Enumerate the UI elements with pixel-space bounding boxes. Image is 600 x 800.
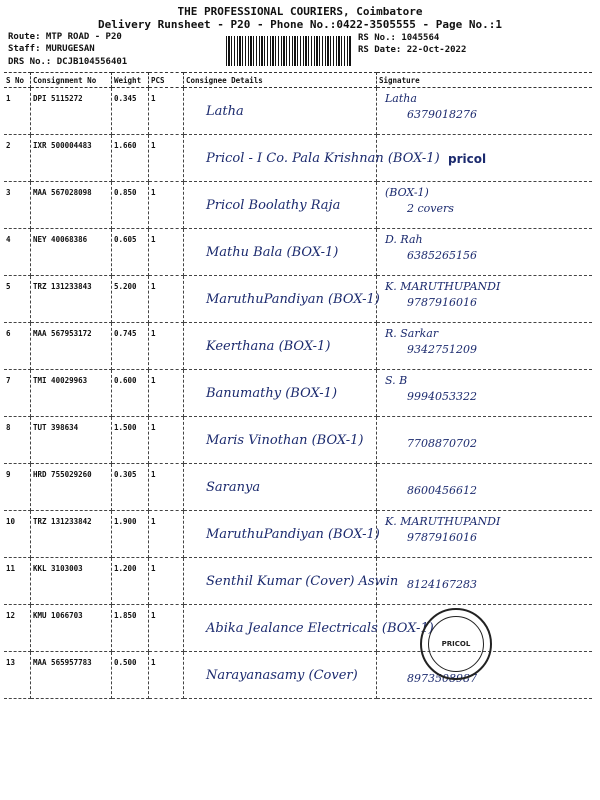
- signature-text: S. B: [385, 374, 408, 387]
- signature-phone: 2 covers: [407, 202, 454, 215]
- row-consignee-details: [184, 182, 377, 229]
- signature-phone: 9787916016: [407, 531, 477, 544]
- row-sno: 1: [4, 88, 31, 135]
- row-consignment-no: NEY 40068386: [31, 229, 112, 276]
- company-stamp: [420, 608, 492, 680]
- rs-date: RS Date: 22-Oct-2022: [358, 45, 467, 55]
- row-consignee-details: [184, 558, 399, 605]
- consignee-handwritten-name: Abika Jealance Electricals (BOX-1): [206, 621, 434, 636]
- row-signature: [377, 229, 593, 276]
- signature-phone: 8973508987: [407, 672, 477, 685]
- consignee-handwritten-name: Latha: [206, 104, 244, 119]
- drs-number: DRS No.: DCJB104556401: [8, 57, 128, 67]
- consignee-handwritten-name: Pricol - I Co. Pala Krishnan (BOX-1): [206, 151, 440, 166]
- table-row: [4, 182, 592, 229]
- row-signature: [377, 370, 593, 417]
- row-sno: 10: [4, 511, 31, 558]
- row-weight: 0.600: [112, 370, 149, 417]
- row-consignee-details: [184, 88, 377, 135]
- row-pcs: 1: [149, 417, 184, 464]
- row-pcs: 1: [149, 135, 184, 182]
- row-pcs: 1: [149, 652, 184, 699]
- col-weight: Weight: [112, 73, 149, 88]
- row-consignee-details: [184, 417, 377, 464]
- row-weight: 0.305: [112, 464, 149, 511]
- row-signature: [377, 558, 593, 605]
- row-weight: 1.900: [112, 511, 149, 558]
- consignee-handwritten-name: Pricol Boolathy Raja: [206, 198, 341, 213]
- col-consignee: Consignee Details: [184, 73, 377, 88]
- signature-text: D. Rah: [385, 233, 423, 246]
- signature-phone: 9994053322: [407, 390, 477, 403]
- consignee-handwritten-name: Maris Vinothan (BOX-1): [206, 433, 364, 448]
- row-pcs: 1: [149, 323, 184, 370]
- route-label: Route: MTP ROAD - P20: [8, 32, 122, 42]
- row-sno: 7: [4, 370, 31, 417]
- signature-text: (BOX-1): [385, 186, 429, 199]
- row-sno: 6: [4, 323, 31, 370]
- row-pcs: 1: [149, 511, 184, 558]
- row-weight: 1.200: [112, 558, 149, 605]
- row-pcs: 1: [149, 558, 184, 605]
- signature-phone: 8600456612: [407, 484, 477, 497]
- row-pcs: 1: [149, 182, 184, 229]
- row-consignment-no: MAA 565957783: [31, 652, 112, 699]
- row-weight: 1.850: [112, 605, 149, 652]
- table-row: [4, 464, 592, 511]
- consignee-handwritten-name: Senthil Kumar (Cover) Aswin: [206, 574, 399, 589]
- table-row: [4, 370, 592, 417]
- signature-phone: 9342751209: [407, 343, 477, 356]
- row-signature: [377, 88, 593, 135]
- row-signature: [377, 464, 593, 511]
- signature-text: K. MARUTHUPANDI: [385, 280, 501, 293]
- row-weight: 1.500: [112, 417, 149, 464]
- row-signature: [377, 417, 593, 464]
- rs-number: RS No.: 1045564: [358, 33, 440, 43]
- consignee-handwritten-name: Narayanasamy (Cover): [206, 668, 358, 683]
- row-consignment-no: IXR 500004483: [31, 135, 112, 182]
- row-sno: 13: [4, 652, 31, 699]
- consignee-handwritten-name: MaruthuPandiyan (BOX-1): [206, 292, 380, 307]
- table-row: [4, 652, 592, 699]
- consignee-handwritten-name: MaruthuPandiyan (BOX-1): [206, 527, 380, 542]
- row-consignee-details: [184, 511, 380, 558]
- row-consignment-no: TRZ 131233842: [31, 511, 112, 558]
- row-weight: 1.660: [112, 135, 149, 182]
- row-pcs: 1: [149, 229, 184, 276]
- row-sno: 12: [4, 605, 31, 652]
- col-consignment: Consignment No: [31, 73, 112, 88]
- row-sno: 9: [4, 464, 31, 511]
- row-sno: 11: [4, 558, 31, 605]
- row-consignment-no: MAA 567028098: [31, 182, 112, 229]
- row-sno: 5: [4, 276, 31, 323]
- row-weight: 0.745: [112, 323, 149, 370]
- consignee-handwritten-name: Saranya: [206, 480, 261, 495]
- row-consignee-details: [184, 464, 377, 511]
- signature-text: Latha: [385, 92, 417, 105]
- consignee-handwritten-name: Keerthana (BOX-1): [206, 339, 331, 354]
- row-consignee-details: [184, 323, 377, 370]
- row-consignee-details: [184, 605, 434, 652]
- row-consignment-no: MAA 567953172: [31, 323, 112, 370]
- row-pcs: 1: [149, 88, 184, 135]
- company-title: THE PROFESSIONAL COURIERS, Coimbatore: [177, 5, 423, 18]
- consignee-handwritten-name: Banumathy (BOX-1): [206, 386, 338, 401]
- col-signature: Signature: [377, 73, 593, 88]
- row-pcs: 1: [149, 605, 184, 652]
- row-signature: [377, 323, 593, 370]
- row-consignment-no: TMI 40029963: [31, 370, 112, 417]
- signature-phone: 9787916016: [407, 296, 477, 309]
- barcode: [226, 36, 351, 66]
- row-pcs: 1: [149, 276, 184, 323]
- table-row: [4, 135, 592, 182]
- row-sno: 2: [4, 135, 31, 182]
- row-consignment-no: DPI 5115272: [31, 88, 112, 135]
- col-pcs: PCS: [149, 73, 184, 88]
- row-signature: [377, 511, 593, 558]
- runsheet-table: [4, 72, 592, 699]
- table-row: [4, 323, 592, 370]
- table-row: [4, 229, 592, 276]
- row-consignee-details: [184, 229, 377, 276]
- table-header-row: [4, 73, 592, 88]
- stamp-text: PRICOL: [441, 640, 471, 648]
- table-row: [4, 558, 592, 605]
- signature-phone: 7708870702: [407, 437, 477, 450]
- row-weight: 0.850: [112, 182, 149, 229]
- row-signature: [377, 276, 593, 323]
- signature-phone: 6379018276: [407, 108, 477, 121]
- consignee-handwritten-name: Mathu Bala (BOX-1): [206, 245, 339, 260]
- row-weight: 0.605: [112, 229, 149, 276]
- row-consignment-no: KMU 1066703: [31, 605, 112, 652]
- row-consignment-no: HRD 755029260: [31, 464, 112, 511]
- row-sno: 3: [4, 182, 31, 229]
- row-pcs: 1: [149, 464, 184, 511]
- row-consignment-no: KKL 3103003: [31, 558, 112, 605]
- row-pcs: 1: [149, 370, 184, 417]
- table-row: [4, 417, 592, 464]
- signature-phone: 6385265156: [407, 249, 477, 262]
- row-consignee-details: [184, 652, 377, 699]
- table-row: [4, 511, 592, 558]
- row-sno: 4: [4, 229, 31, 276]
- row-consignee-details: [184, 370, 377, 417]
- staff-label: Staff: MURUGESAN: [8, 44, 95, 54]
- table-row: [4, 605, 592, 652]
- col-sno: S No: [4, 73, 31, 88]
- row-sno: 8: [4, 417, 31, 464]
- row-consignment-no: TRZ 131233843: [31, 276, 112, 323]
- row-weight: 0.345: [112, 88, 149, 135]
- row-consignment-no: TUT 398634: [31, 417, 112, 464]
- row-weight: 0.500: [112, 652, 149, 699]
- signature-text: K. MARUTHUPANDI: [385, 515, 501, 528]
- row-consignee-details: [184, 135, 440, 182]
- table-row: [4, 276, 592, 323]
- row-weight: 5.200: [112, 276, 149, 323]
- row-signature: [377, 182, 593, 229]
- pricol-logo: pricol: [448, 152, 487, 166]
- signature-text: R. Sarkar: [385, 327, 439, 340]
- row-consignee-details: [184, 276, 380, 323]
- runsheet-subtitle: Delivery Runsheet - P20 - Phone No.:0422-3505555 - Page No.:1: [98, 18, 502, 31]
- table-row: [4, 88, 592, 135]
- signature-phone: 8124167283: [407, 578, 477, 591]
